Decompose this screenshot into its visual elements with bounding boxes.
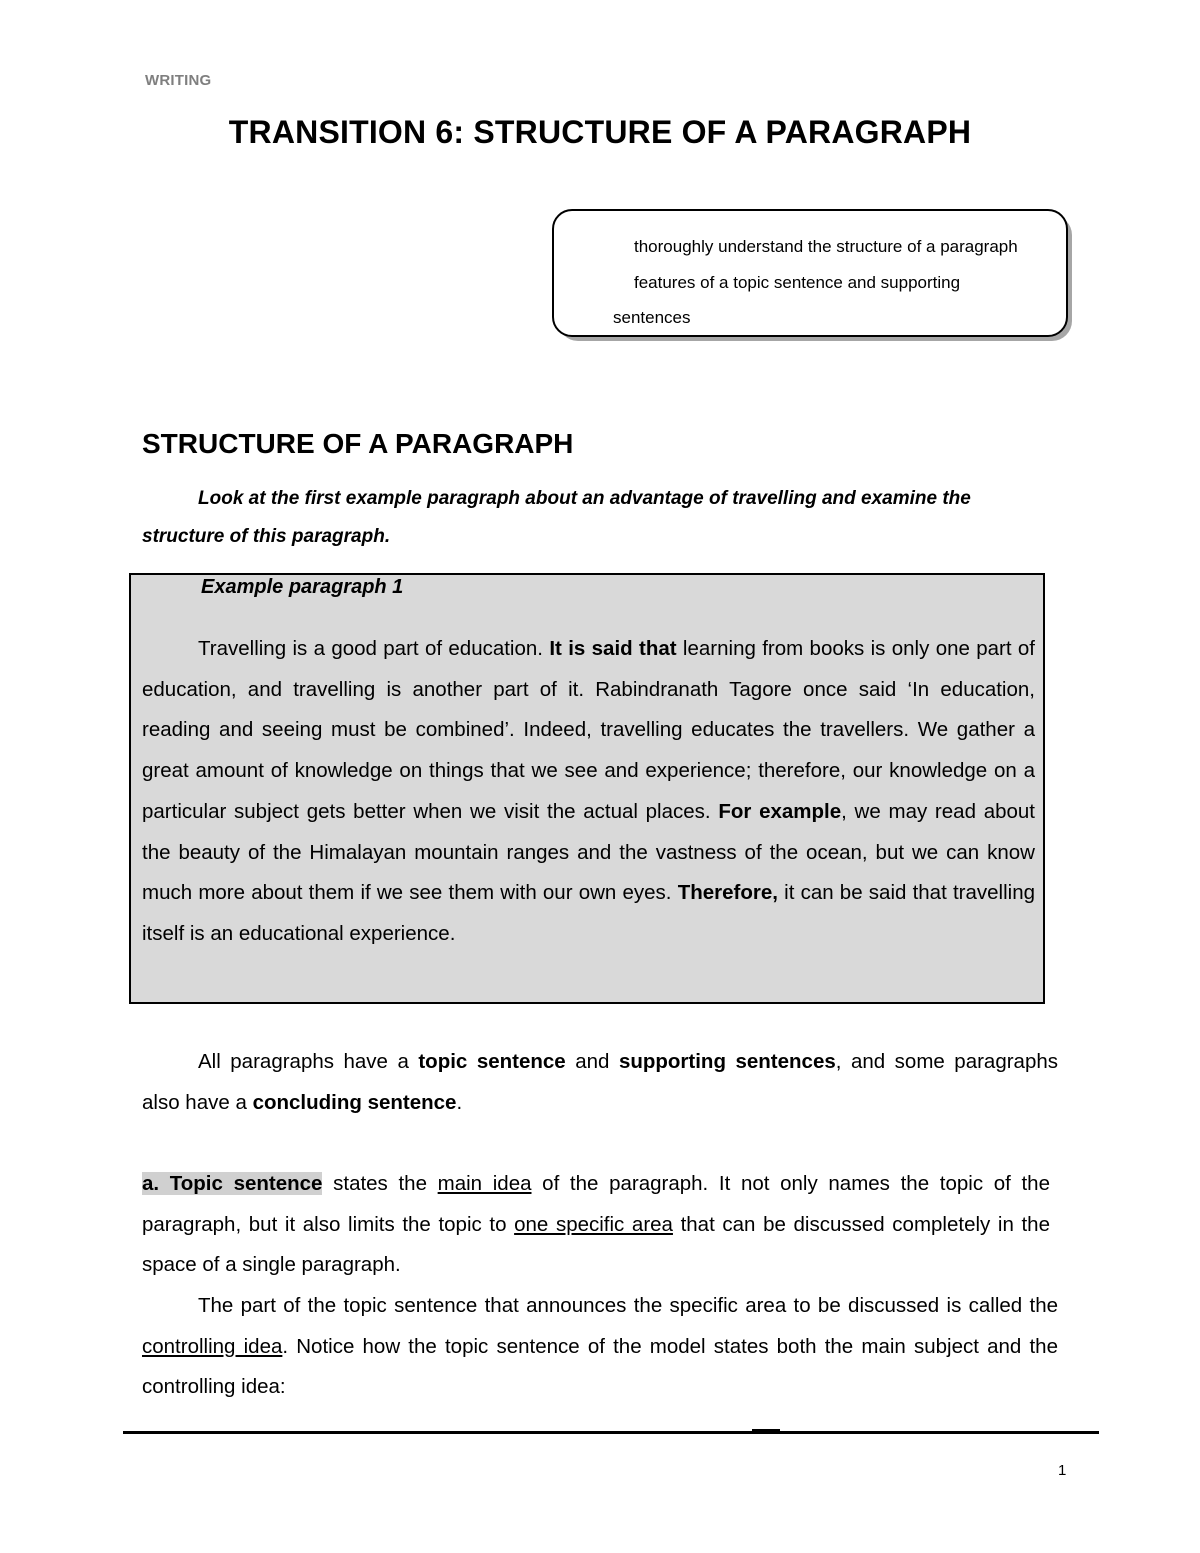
controlling-text: . Notice how the topic sentence of the model states both the main subject and the controlling idea: (142, 1334, 1058, 1399)
topic-sentence-label: a. Topic sentence (142, 1172, 323, 1195)
example-sentence: it can be said that travelling itself is an educational experience. (142, 881, 1036, 945)
instruction-sentence: Look at the first example paragraph about an advantage of travelling and examine the structure of this paragraph. (142, 488, 971, 547)
document-title: TRANSITION 6: STRUCTURE OF A PARAGRAPH (228, 114, 972, 150)
objective-line-3: sentences (613, 308, 691, 327)
example-bold-phrase: For example (718, 799, 842, 823)
example-bold-phrase: It is said that (549, 637, 677, 660)
underlined-main-idea: main idea (437, 1172, 532, 1195)
example-sentence: Travelling is a good part of education. (198, 637, 550, 660)
intro-paragraph (142, 1042, 1058, 1123)
section-heading: STRUCTURE OF A PARAGRAPH (142, 428, 574, 459)
objective-line-1: thoroughly understand the structure of a paragraph (634, 237, 1018, 256)
intro-text: . (456, 1090, 463, 1114)
topic-text: that can be discussed completely in the space of a single paragraph. (142, 1212, 1050, 1277)
instruction-text (142, 480, 1042, 556)
objective-line-2: features of a topic sentence and supporting (634, 273, 961, 292)
underlined-controlling-idea: controlling idea (142, 1334, 283, 1358)
page-number: 1 (1058, 1462, 1067, 1479)
example-sentence: learning from books is only one part of education, and travelling is another part of it. Rabindranath Tagore once said ‘In education, reading and seeing must be combined’. Indeed, travelling educates the travellers. We gather a great amount of knowledge on things that we see and experience; therefore, our knowledge on a particular subject gets better when we visit the actual places. (142, 637, 1036, 823)
example-paragraph-text (142, 629, 1035, 955)
controlling-idea-paragraph (142, 1286, 1058, 1408)
example-sentence: , we may read about the beauty of the Himalayan mountain ranges and the vastness of the ocean, but we can know much more about them if we see them with our own eyes. (142, 799, 1035, 905)
header-label: WRITING (145, 72, 212, 89)
objectives-box (552, 209, 1068, 337)
topic-text: of the paragraph. It not only names the topic of the paragraph, but it also limits the topic to (142, 1172, 1050, 1236)
example-title: Example paragraph 1 (201, 576, 404, 598)
underlined-specific-area: one specific area (514, 1212, 673, 1236)
controlling-text: The part of the topic sentence that announces the specific area to be discussed is called the (198, 1294, 1058, 1317)
intro-text: All paragraphs have a (198, 1050, 419, 1073)
topic-sentence-paragraph (142, 1164, 1050, 1286)
intro-text: and (565, 1050, 619, 1073)
topic-text: states the (322, 1172, 438, 1195)
intro-text: , and some paragraphs also have a (142, 1050, 1059, 1114)
term-supporting-sentences: supporting sentences (618, 1050, 836, 1073)
footer-rule (123, 1431, 1099, 1434)
term-concluding-sentence: concluding sentence (252, 1090, 457, 1114)
example-bold-phrase: Therefore, (677, 881, 778, 905)
term-topic-sentence: topic sentence (418, 1050, 566, 1073)
